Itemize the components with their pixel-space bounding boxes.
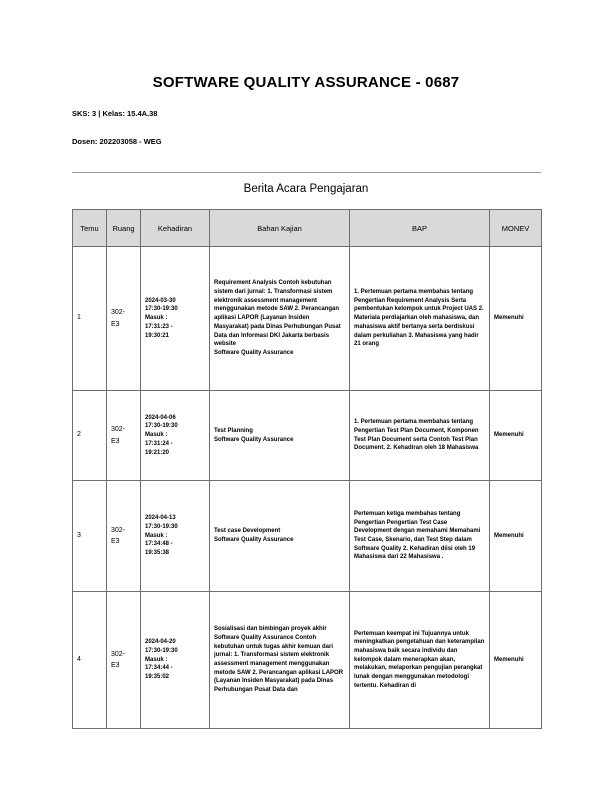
cell-ruang: 302- E3 <box>107 481 141 592</box>
cell-temu: 1 <box>73 247 107 391</box>
course-title: SOFTWARE QUALITY ASSURANCE - 0687 <box>152 74 460 91</box>
sks-kelas-info: SKS: 3 | Kelas: 15.4A.38 <box>72 109 158 118</box>
cell-bap-text: Pertemuan keempat ini Tujuannya untuk meningkatkan pengetahuan dan keterampilan mahasiswa baik secara individu dan kelompok dalam menerapkan akan, melakukan, melaporkan pengujian perangkat lunak dengan menggunakan metodologi tertentu. Kehadiran di <box>354 630 485 689</box>
section-title: Berita Acara Pengajaran <box>243 183 369 195</box>
cell-ruang: 302- E3 <box>107 592 141 729</box>
cell-monev: Memenuhi <box>490 247 542 391</box>
cell-monev: Memenuhi <box>490 391 542 481</box>
table-row <box>73 391 542 481</box>
divider <box>72 172 541 173</box>
cell-kehadiran: 2024-04-13 17:30-19:30 Masuk : 17:34:48 - 19:35:38 <box>141 481 210 592</box>
cell-temu: 2 <box>73 391 107 481</box>
cell-bahan-kajian-text: Sosialisasi dan bimbingan proyek akhir Software Quality Assurance Contoh kebutuhan untuk tugas akhir kemuan dari jurnal: 1. Transformasi sistem elektronik assessment management menggunakan metode SAW 2. Perancangan aplikasi LAPOR (Layanan Insiden Masyarakat) pada Dinas Perhubungan Pusat Data dan <box>214 626 344 694</box>
cell-bap: 1. Pertemuan pertama membahas tentang Pengertian Requirement Analysis Serta pembentukan kelompok untuk Project UAS 2. Materiala perdiajarkan oleh mahasiswa, dan mahasiswa aktif bertanya serta berdiskusi dalam perkuliahan 3. Mahasiswa yang hadir 21 orang <box>350 247 490 391</box>
cell-bahan-kajian: Test case Development Software Quality Assurance <box>210 481 350 592</box>
cell-bap: 1. Pertemuan pertama membahas tentang Pengertian Test Plan Document, Komponen Test Plan Document serta Contoh Test Plan Document. 2. Kehadiran oleh 18 Mahasiswa <box>350 391 490 481</box>
bap-table <box>72 209 542 729</box>
cell-kehadiran: 2024-04-06 17:30-19:30 Masuk : 17:31:24 - 19:21:20 <box>141 391 210 481</box>
cell-kehadiran: 2024-04-20 17:30-19:30 Masuk : 17:34:44 - 19:35:02 <box>141 592 210 729</box>
cell-ruang: 302- E3 <box>107 391 141 481</box>
table-row <box>73 592 542 729</box>
col-header-temu: Temu <box>73 210 107 247</box>
table-row <box>73 247 542 391</box>
cell-bap: Pertemuan ketiga membahas tentang Pengertian Pengertian Test Case Development dengan memahami Memahami Test Case, Skenario, dan Test Step dalam Software Quality 2. Kehadiran diisi oleh 19 Mahasiswa dari 22 Mahasiswa . <box>350 481 490 592</box>
col-header-ruang: Ruang <box>107 210 141 247</box>
table-header-row <box>73 210 542 247</box>
col-header-bap: BAP <box>350 210 490 247</box>
cell-temu: 4 <box>73 592 107 729</box>
cell-monev: Memenuhi <box>490 481 542 592</box>
dosen-info: Dosen: 202203058 - WEG <box>72 137 162 146</box>
cell-bahan-kajian: Test Planning Software Quality Assurance <box>210 391 350 481</box>
table-row <box>73 481 542 592</box>
cell-ruang: 302- E3 <box>107 247 141 391</box>
col-header-kehadiran: Kehadiran <box>141 210 210 247</box>
cell-monev: Memenuhi <box>490 592 542 729</box>
cell-temu: 3 <box>73 481 107 592</box>
cell-bahan-kajian <box>210 592 350 729</box>
cell-kehadiran: 2024-03-30 17:30-19:30 Masuk : 17:31:23 - 19:30:21 <box>141 247 210 391</box>
col-header-monev: MONEV <box>490 210 542 247</box>
col-header-bahan-kajian: Bahan Kajian <box>210 210 350 247</box>
cell-bap <box>350 592 490 729</box>
cell-bahan-kajian: Requirement Analysis Contoh kebutuhan sistem dari jurnal: 1. Transformasi sistem elektronik assessment management menggunakan metode SAW 2. Perancangan aplikasi LAPOR (Layanan Insiden Masyarakat) pada Dinas Perhubungan Pusat Data dan Informasi DKI Jakarta berbasis website Software Quality Assurance <box>210 247 350 391</box>
